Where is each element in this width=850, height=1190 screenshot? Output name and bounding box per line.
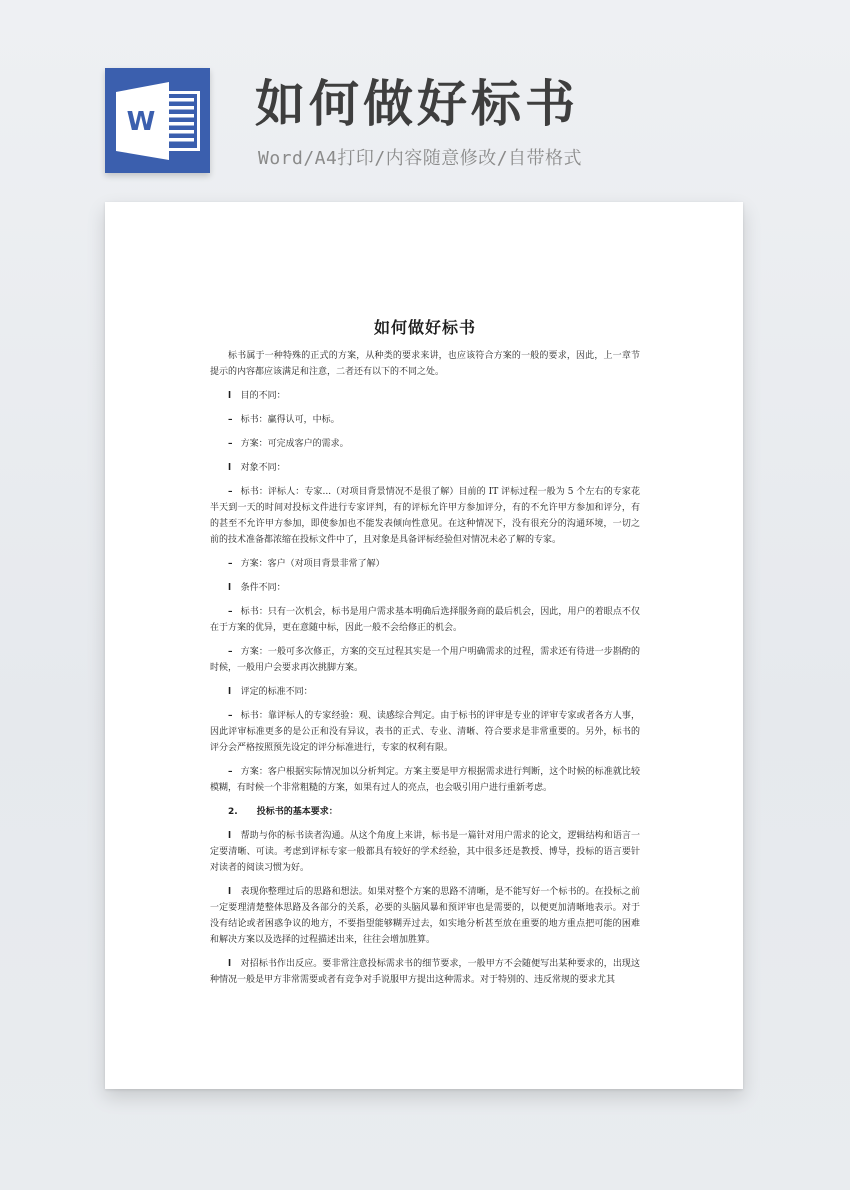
document-page <box>105 202 743 1089</box>
svg-text:W: W <box>126 107 156 137</box>
document-body <box>210 314 640 996</box>
document-title: 如何做好标书 <box>373 318 476 337</box>
dash-marker: – <box>228 487 233 497</box>
preview-title: 如何做好标书 <box>255 75 579 133</box>
intro-paragraph: 标书属于一种特殊的正式的方案，从种类的要求来讲，也应该符合方案的一般的要求，因此，上一章节提示的内容都应该满足和注意，二者还有以下的不同之处。 <box>210 351 640 377</box>
list-item: – 方案：客户根据实际情况加以分析判定。方案主要是甲方根据需求进行判断，这个时候的标准就比较模糊，有时候一个非常粗糙的方案，如果有过人的亮点，也会吸引用户进行重新考虑。 <box>210 764 640 796</box>
section-heading-conditions: l 条件不同： <box>210 580 640 596</box>
section-heading-criteria: l 评定的标准不同： <box>210 684 640 700</box>
section-heading-audience: l 对象不同： <box>210 460 640 476</box>
section-2-heading: 2. 投标书的基本要求： <box>210 804 640 820</box>
dash-marker: – <box>228 607 233 617</box>
section-number: 2. <box>228 807 238 817</box>
bullet-marker: l <box>228 391 232 401</box>
dash-marker: – <box>228 559 233 569</box>
bullet-marker: l <box>228 887 232 897</box>
dash-marker: – <box>228 711 233 721</box>
bullet-marker: l <box>228 959 232 969</box>
list-item: – 标书：评标人：专家...（对项目背景情况不是很了解）目前的 IT 评标过程一般为 5 个左右的专家花半天到一天的时间对投标文件进行专家评判，有的评标允许甲方参加评分，有的不允许甲方参加和评分，有的甚至不允许甲方参加，即使参加也不能发表倾向性意见。在这种情况下，没有很充分的沟通环境，一切之前的技术准备都浓缩在投标文件中了，且对象是具备评标经验但对情况未必了解的专家。 <box>210 484 640 548</box>
list-item: – 方案：一般可多次修正，方案的交互过程其实是一个用户明确需求的过程，需求还有待进一步斟酌的时候，一般用户会要求再次挑脚方案。 <box>210 644 640 676</box>
list-item: – 方案：客户（对项目背景非常了解） <box>210 556 640 572</box>
preview-header <box>0 0 850 200</box>
dash-marker: – <box>228 415 233 425</box>
list-item: – 标书：靠评标人的专家经验：观、读感综合判定。由于标书的评审是专业的评审专家或者各方人事，因此评审标准更多的是公正和没有异议，表书的正式、专业、清晰、符合要求是非常重要的。另外，标书的评分会严格按照预先设定的评分标准进行，专家的权利有限。 <box>210 708 640 756</box>
bullet-marker: l <box>228 583 232 593</box>
microsoft-word-icon <box>105 68 210 173</box>
list-item: – 标书：只有一次机会，标书是用户需求基本明确后选择服务商的最后机会，因此，用户的着眼点不仅在于方案的优异，更在意随中标，因此一般不会给修正的机会。 <box>210 604 640 636</box>
list-item: – 方案：可完成客户的需求。 <box>210 436 640 452</box>
bullet-marker: l <box>228 831 232 841</box>
list-item: – 标书：赢得认可，中标。 <box>210 412 640 428</box>
section-heading-purpose: l 目的不同： <box>210 388 640 404</box>
dash-marker: – <box>228 647 233 657</box>
preview-subtitle: Word/A4打印/内容随意修改/自带格式 <box>258 148 583 169</box>
bullet-marker: l <box>228 687 232 697</box>
requirement-point: l 表现你整理过后的思路和想法。如果对整个方案的思路不清晰，是不能写好一个标书的。在投标之前一定要理清楚整体思路及各部分的关系，必要的头脑风暴和预评审也是需要的，以便更加清晰地表示。对于没有结论或者困惑争议的地方，不要指望能够糊弄过去，如实地分析甚至放在重要的地方重点把可能的困难和解决方案以及选择的过程描述出来，往往会增加胜算。 <box>210 884 640 948</box>
dash-marker: – <box>228 767 233 777</box>
requirement-point: l 帮助与你的标书读者沟通。从这个角度上来讲，标书是一篇针对用户需求的论文，逻辑结构和语言一定要清晰、可读。考虑到评标专家一般都具有较好的学术经验，其中很多还是教授、博导，投标的语言要针对读者的阅读习惯为好。 <box>210 828 640 876</box>
bullet-marker: l <box>228 463 232 473</box>
requirement-point: l 对招标书作出反应。要非常注意投标需求书的细节要求，一般甲方不会随便写出某种要求的，出现这种情况一般是甲方非常需要或者有竞争对手说服甲方提出这种需求。对于特别的、违反常规的要求尤其 <box>210 956 640 988</box>
dash-marker: – <box>228 439 233 449</box>
